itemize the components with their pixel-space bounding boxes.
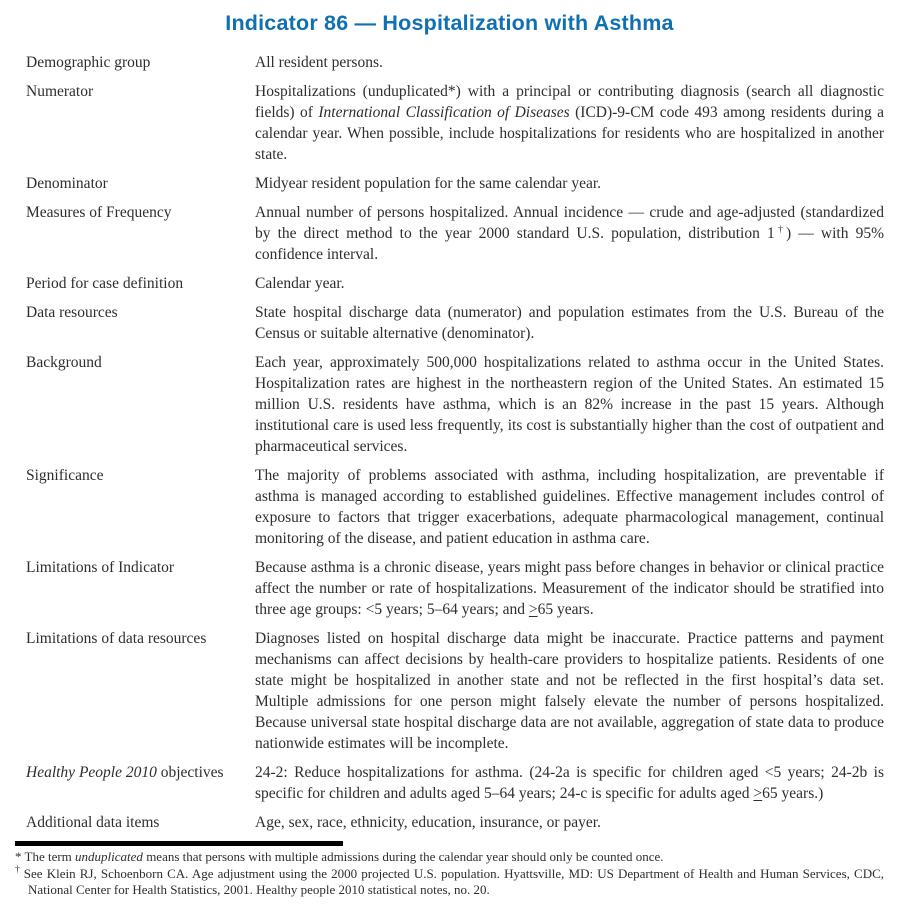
row-demographic-group (26, 52, 884, 73)
text-run: (ICD)-9-CM code 493 among residents during a calendar year. When possible, include hospitalizations for residents who are hospitalized in another state. (255, 104, 884, 163)
text-run: Because asthma is a chronic disease, years might pass before changes in behavior or clinical practice affect the number or rate of hospitalizations. Measurement of the indicator should be stratified into three age groups: <5 years; 5–64 years; and (255, 559, 884, 618)
row-value (255, 465, 884, 549)
text-run: Annual number of persons hospitalized. Annual incidence — crude and age-adjusted (standardized by the direct method to the year 2000 standard U.S. population, distribution 1 (255, 204, 884, 242)
text-run: Background (26, 354, 102, 371)
row-background (26, 352, 884, 457)
row-denominator (26, 173, 884, 194)
text-run: unduplicated (75, 849, 143, 864)
footnote-age-adjustment (15, 866, 884, 899)
row-value (255, 352, 884, 457)
row-label (26, 52, 255, 73)
text-run: Denominator (26, 175, 108, 192)
text-run: State hospital discharge data (numerator) and population estimates from the U.S. Bureau of the Census or suitable alternative (denominator). (255, 304, 884, 342)
row-label (26, 302, 255, 344)
footnote-divider (15, 841, 343, 846)
text-run: The majority of problems associated with asthma, including hospitalization, are preventable if asthma is managed according to established guidelines. Effective management includes control of exposure to factors that trigger exacerbations, adequate pharmacological management, continual monitoring of the disease, and patient education in asthma care. (255, 467, 884, 547)
text-run: 65 years.) (762, 785, 824, 802)
text-run: Period for case definition (26, 275, 184, 292)
row-value (255, 81, 884, 165)
text-run: Calendar year. (255, 275, 345, 292)
row-data-resources (26, 302, 884, 344)
text-run: ) — with 95% confidence interval. (255, 225, 884, 263)
row-label (26, 557, 255, 620)
footnote-marker: † (15, 864, 21, 876)
row-label (26, 173, 255, 194)
definition-table (15, 52, 884, 833)
text-run: > (753, 785, 763, 802)
text-run: Additional data items (26, 814, 160, 831)
row-period-for-case-definition (26, 273, 884, 294)
row-value (255, 173, 884, 194)
row-limitations-of-indicator (26, 557, 884, 620)
page-title: Indicator 86 — Hospitalization with Asthma (225, 11, 674, 35)
row-numerator (26, 81, 884, 165)
text-run: objectives (156, 764, 224, 781)
text-run: The term (24, 849, 76, 864)
text-run: Diagnoses listed on hospital discharge data might be inaccurate. Practice patterns and payment mechanisms can affect decisions by health-care providers to hospitalize patients. Residents of one state might be hospitalized in another state and not be reflected in the first hospital’s data set. Multiple admissions for one person might falsely elevate the number of persons hospitalized. Because universal state hospital discharge data are not available, aggregation of state data to produce nationwide estimates will be incomplete. (255, 630, 884, 752)
row-value (255, 762, 884, 804)
text-run: 65 years. (537, 601, 594, 618)
row-value (255, 812, 884, 833)
row-value (255, 202, 884, 265)
row-label (26, 81, 255, 165)
footnote-text (24, 866, 884, 898)
row-healthy-people-2010-objectives (26, 762, 884, 804)
text-run: International Classification of Diseases (318, 104, 570, 121)
row-label (26, 273, 255, 294)
row-significance (26, 465, 884, 549)
row-value (255, 273, 884, 294)
row-value (255, 628, 884, 754)
text-run: All resident persons. (255, 54, 383, 71)
row-value (255, 302, 884, 344)
row-label (26, 762, 255, 804)
text-run: Limitations of Indicator (26, 559, 175, 576)
row-measures-of-frequency (26, 202, 884, 265)
text-run: > (528, 601, 538, 618)
text-run: See Klein RJ, Schoenborn CA. Age adjustment using the 2000 projected U.S. population. Hyattsville, MD: US Department of Health and Human Services, CDC, National Center for Health Statistics, 2001. Healthy people 2010 statistical notes, no. 20. (23, 865, 885, 897)
row-label (26, 465, 255, 549)
row-label (26, 352, 255, 457)
text-run: Healthy People 2010 (26, 764, 157, 781)
text-run: † (774, 223, 787, 235)
text-run: Midyear resident population for the same calendar year. (255, 175, 602, 192)
text-run: Measures of Frequency (26, 204, 172, 221)
row-label (26, 812, 255, 833)
row-label (26, 628, 255, 754)
row-value (255, 557, 884, 620)
text-run: Limitations of data resources (26, 630, 207, 647)
row-limitations-of-data-resources (26, 628, 884, 754)
text-run: Age, sex, race, ethnicity, education, insurance, or payer. (255, 814, 601, 831)
row-value (255, 52, 884, 73)
text-run: Demographic group (26, 54, 151, 71)
text-run: 24-2: Reduce hospitalizations for asthma. (24-2a is specific for children aged <5 years; 24-2b is specific for children and adults aged 5–64 years; 24-c is specific for adults aged (255, 764, 884, 802)
text-run: Significance (26, 467, 104, 484)
text-run: means that persons with multiple admissions during the calendar year should only be counted once. (142, 849, 664, 864)
footnote-marker: * (15, 849, 22, 864)
footnote-unduplicated (15, 849, 884, 866)
text-run: Numerator (26, 83, 94, 100)
footnotes-section (15, 849, 884, 899)
text-run: Each year, approximately 500,000 hospitalizations related to asthma occur in the United States. Hospitalization rates are highest in the northeastern region of the United States. An estimated 15 million U.S. residents have asthma, which is an 82% increase in the past 15 years. Although institutional care is used less frequently, its cost is substantially higher than the cost of outpatient and pharmaceutical services. (255, 354, 884, 455)
row-additional-data-items (26, 812, 884, 833)
footnote-text (25, 849, 664, 864)
row-label (26, 202, 255, 265)
text-run: Hospitalizations (unduplicated*) with a principal or contributing diagnosis (search all diagnostic fields) of (255, 83, 884, 121)
text-run: Data resources (26, 304, 118, 321)
